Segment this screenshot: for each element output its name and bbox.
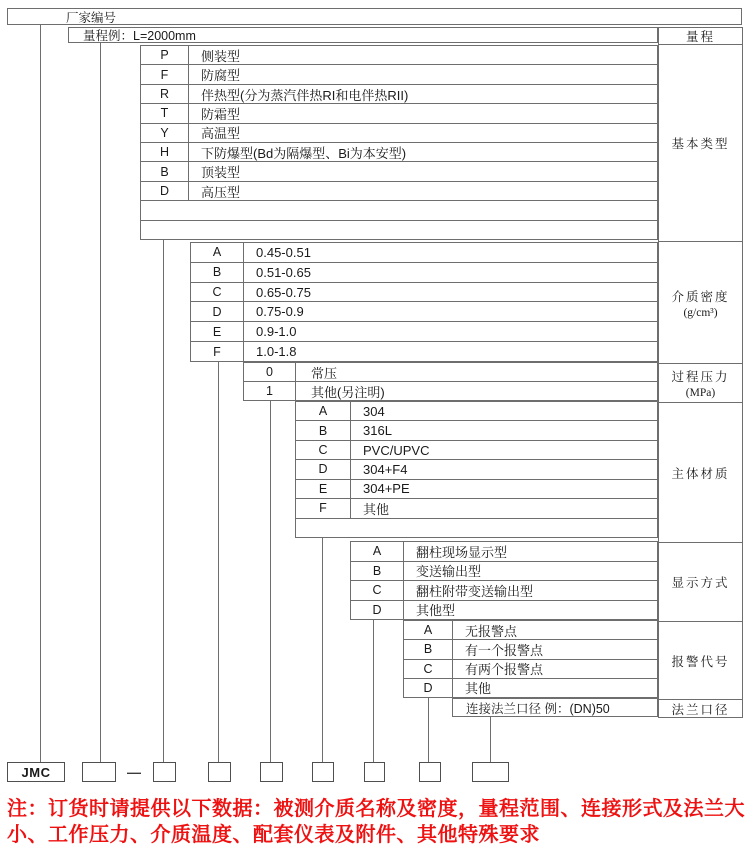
code-cell: F <box>296 499 351 517</box>
code-cell: D <box>191 302 244 321</box>
table-row <box>141 161 657 180</box>
code-cell: B <box>351 562 404 581</box>
table-row <box>191 301 657 321</box>
desc-cell: 高温型 <box>201 126 241 142</box>
desc-cell: 316L <box>363 423 392 439</box>
connector-line <box>218 362 219 762</box>
table-row <box>296 479 657 498</box>
connector-line <box>428 698 429 762</box>
code-cell: 0 <box>244 363 296 381</box>
desc-cell <box>296 519 308 537</box>
table-row <box>191 243 657 262</box>
table-row <box>141 142 657 161</box>
table-row <box>351 542 657 561</box>
code-cell: E <box>191 322 244 341</box>
desc-cell: 其他型 <box>416 603 456 619</box>
desc-cell: 伴热型(分为蒸汽伴热RI和电伴热RII) <box>201 87 409 103</box>
desc-cell: 304+PE <box>363 481 410 497</box>
table-row <box>296 402 657 420</box>
code-cell: C <box>191 283 244 302</box>
desc-cell: 防腐型 <box>201 68 241 84</box>
code-cell: R <box>141 85 189 103</box>
desc-cell: 变送输出型 <box>416 564 482 580</box>
code-cell: H <box>141 143 189 161</box>
table-display-mode <box>350 541 658 620</box>
table-row <box>351 561 657 581</box>
category-label-display-mode: 显示方式 <box>659 542 742 621</box>
connector-line <box>100 43 101 762</box>
desc-cell: 0.45-0.51 <box>256 244 311 260</box>
code-cell: C <box>351 581 404 600</box>
order-note: 注：订货时请提供以下数据：被测介质名称及密度，量程范围、连接形式及法兰大小、工作压力、介质温度、配套仪表及附件、其他特殊要求 <box>7 798 745 845</box>
desc-cell <box>141 201 153 219</box>
desc-cell: 0.65-0.75 <box>256 284 311 300</box>
code-cell: B <box>296 421 351 439</box>
desc-cell: 其他 <box>363 501 390 517</box>
desc-cell: 无报警点 <box>465 623 518 639</box>
code-cell: A <box>351 542 404 561</box>
table-row <box>404 678 657 697</box>
table-row <box>191 341 657 361</box>
desc-cell: 侧装型 <box>201 48 241 64</box>
code-cell: C <box>296 441 351 459</box>
desc-cell: 1.0-1.8 <box>256 344 297 360</box>
category-label-basic-type: 基本类型 <box>659 44 742 241</box>
table-process-pressure <box>243 362 658 401</box>
model-field-box-range <box>82 762 116 782</box>
connector-line <box>163 240 164 762</box>
table-row <box>141 84 657 103</box>
desc-cell: 高压型 <box>201 184 241 200</box>
desc-cell: 有一个报警点 <box>465 642 544 658</box>
desc-cell: 下防爆型(Bd为隔爆型、Bi为本安型) <box>201 145 407 161</box>
category-label-range: 量程 <box>685 30 715 44</box>
code-cell: A <box>191 243 244 262</box>
table-row <box>141 123 657 142</box>
table-row <box>141 103 657 122</box>
desc-cell: 顶装型 <box>201 165 241 181</box>
model-field-box-pressure <box>260 762 283 782</box>
connector-line <box>322 538 323 762</box>
category-label-flange-size: 法兰口径 <box>659 699 742 717</box>
code-cell: C <box>404 660 453 678</box>
table-row <box>351 600 657 620</box>
desc-cell: 304+F4 <box>363 461 408 477</box>
table-row <box>141 181 657 200</box>
table-row <box>191 262 657 282</box>
table-body-material <box>295 401 658 538</box>
connector-line <box>373 620 374 762</box>
table-row <box>404 659 657 678</box>
connector-line <box>40 25 41 762</box>
model-field-box-material <box>312 762 334 782</box>
table-row <box>296 459 657 478</box>
connector-line <box>270 401 271 762</box>
code-cell: E <box>296 480 351 498</box>
code-cell: F <box>191 342 244 361</box>
code-cell: D <box>296 460 351 478</box>
code-cell: 1 <box>244 382 296 400</box>
desc-cell: 0.51-0.65 <box>256 264 311 280</box>
table-row <box>191 282 657 302</box>
table-row <box>404 639 657 658</box>
table-row <box>296 498 657 517</box>
desc-cell <box>141 221 153 239</box>
code-cell: B <box>191 263 244 282</box>
code-cell: A <box>404 621 453 639</box>
code-cell: P <box>141 46 189 64</box>
desc-cell: 防霜型 <box>201 106 241 122</box>
range-example-box <box>68 27 658 43</box>
desc-cell: 常压 <box>311 365 338 381</box>
desc-cell: 翻柱附带变送输出型 <box>416 583 534 599</box>
model-code-separator: — <box>127 764 141 780</box>
table-flange-size <box>452 698 658 717</box>
code-cell: B <box>404 640 453 658</box>
model-field-box-alarm <box>419 762 441 782</box>
table-row <box>296 420 657 439</box>
table-row <box>141 64 657 83</box>
table-row-empty <box>296 518 657 537</box>
desc-cell: 其他 <box>465 681 492 697</box>
code-cell: Y <box>141 124 189 142</box>
desc-cell: 0.75-0.9 <box>256 304 304 320</box>
table-row <box>453 699 657 716</box>
desc-cell: 连接法兰口径 例：(DN)50 <box>466 701 610 716</box>
table-row-empty <box>141 200 657 219</box>
manufacturer-number-box <box>7 8 742 25</box>
desc-cell: PVC/UPVC <box>363 442 430 458</box>
code-cell: T <box>141 104 189 122</box>
model-field-box-basic-type <box>153 762 176 782</box>
category-label-medium-density: 介质密度 (g/cm³) <box>659 241 742 363</box>
manufacturer-number-label: 厂家编号 <box>66 10 117 25</box>
table-row <box>141 46 657 64</box>
desc-cell: 其他(另注明) <box>311 384 385 400</box>
connector-line <box>490 717 491 762</box>
table-basic-type <box>140 45 658 240</box>
range-example-label: 量程例：L=2000mm <box>83 29 196 43</box>
category-label-alarm-code: 报警代号 <box>659 621 742 699</box>
table-row-empty <box>141 220 657 239</box>
code-cell: B <box>141 162 189 180</box>
model-field-box-display <box>364 762 385 782</box>
table-row <box>244 363 657 381</box>
code-cell: A <box>296 402 351 420</box>
category-label-column <box>658 27 743 718</box>
code-cell: F <box>141 65 189 83</box>
table-row <box>351 580 657 600</box>
table-medium-density <box>190 242 658 362</box>
table-alarm-code <box>403 620 658 698</box>
desc-cell: 有两个报警点 <box>465 662 544 678</box>
table-row <box>191 321 657 341</box>
model-prefix-box: JMC <box>7 762 65 782</box>
table-row <box>296 440 657 459</box>
code-cell: D <box>351 601 404 620</box>
category-label-body-material: 主体材质 <box>659 402 742 542</box>
model-field-box-flange <box>472 762 509 782</box>
desc-cell: 304 <box>363 403 385 419</box>
desc-cell: 翻柱现场显示型 <box>416 544 508 560</box>
code-cell: D <box>404 679 453 697</box>
code-cell: D <box>141 182 189 200</box>
table-row <box>404 621 657 639</box>
model-field-box-density <box>208 762 231 782</box>
category-label-process-pressure: 过程压力 (MPa) <box>659 363 742 402</box>
table-row <box>244 381 657 400</box>
desc-cell: 0.9-1.0 <box>256 324 297 340</box>
